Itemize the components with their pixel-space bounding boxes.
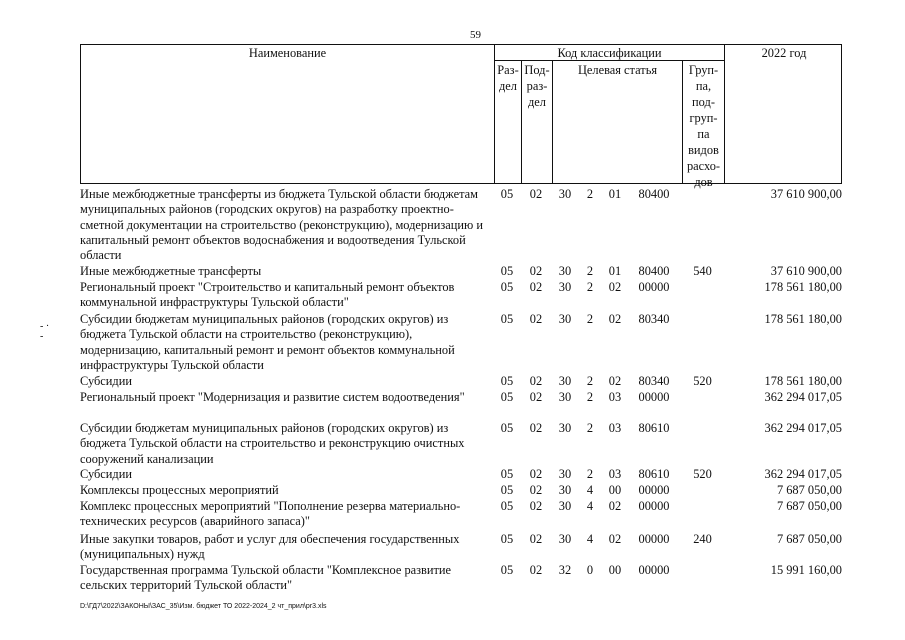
row-name: Иные закупки товаров, работ и услуг для обеспечения государственных (муниципальных) нужд — [80, 532, 460, 562]
row-subsection: 02 — [529, 421, 543, 435]
row-section: 05 — [500, 390, 514, 404]
row-name: Региональный проект "Строительство и капитальный ремонт объектов коммунальной инфраструктуры Тульской области" — [80, 280, 455, 310]
row-name: Иные межбюджетные трансферты из бюджета Тульской области бюджетам муниципальных районов (городских округов) на разработку проектно-сметной документации на строительство (реконструкцию), модернизацию и капитальный ремонт объектов водоснабжения и водоотведения Тульской области — [80, 187, 484, 263]
row-event: 00 — [608, 563, 622, 577]
row-amount: 362 294 017,05 — [764, 390, 842, 404]
row-event: 01 — [608, 187, 622, 201]
margin-marks: - · - — [40, 321, 50, 342]
row-subprogram: 0 — [586, 563, 594, 577]
row-amount: 37 610 900,00 — [770, 264, 842, 278]
row-event: 02 — [608, 312, 622, 326]
header-expense-group: Груп- па, под- груп- па видов расхо- дов — [686, 63, 721, 189]
row-subprogram: 2 — [586, 467, 594, 481]
row-name: Субсидии бюджетам муниципальных районов (городских округов) из бюджета Тульской области на строительство (реконструкцию), модернизацию, капитальный ремонт и ремонт объектов коммунальной инфраструктуры Тульской области — [80, 312, 455, 372]
row-direction: 00000 — [638, 563, 670, 577]
row-subprogram: 2 — [586, 280, 594, 294]
row-section: 05 — [500, 483, 514, 497]
row-event: 03 — [608, 390, 622, 404]
row-program: 30 — [558, 499, 572, 513]
row-event: 00 — [608, 483, 622, 497]
table-header — [80, 44, 842, 189]
row-subsection: 02 — [529, 312, 543, 326]
row-subprogram: 2 — [586, 374, 594, 388]
row-amount: 7 687 050,00 — [776, 499, 842, 513]
row-amount: 15 991 160,00 — [770, 563, 842, 577]
row-event: 03 — [608, 467, 622, 481]
row-subsection: 02 — [529, 467, 543, 481]
row-program: 30 — [558, 421, 572, 435]
row-program: 30 — [558, 264, 572, 278]
row-subprogram: 2 — [586, 421, 594, 435]
header-classification-code: Код классификации — [557, 46, 662, 60]
row-section: 05 — [500, 421, 514, 435]
row-expense-group: 240 — [693, 532, 712, 546]
header-name: Наименование — [248, 46, 327, 60]
row-direction: 80400 — [638, 187, 670, 201]
row-event: 03 — [608, 421, 622, 435]
row-direction: 80610 — [638, 467, 670, 481]
row-program: 30 — [558, 280, 572, 294]
row-subsection: 02 — [529, 187, 543, 201]
row-subprogram: 2 — [586, 187, 594, 201]
row-subsection: 02 — [529, 390, 543, 404]
row-program: 30 — [558, 374, 572, 388]
row-program: 30 — [558, 390, 572, 404]
header-target-article: Целевая статья — [577, 63, 658, 77]
row-section: 05 — [500, 499, 514, 513]
row-direction: 00000 — [638, 390, 670, 404]
row-amount: 362 294 017,05 — [764, 421, 842, 435]
row-section: 05 — [500, 563, 514, 577]
row-expense-group: 540 — [693, 264, 712, 278]
row-event: 02 — [608, 280, 622, 294]
row-event: 01 — [608, 264, 622, 278]
row-direction: 00000 — [638, 499, 670, 513]
row-amount: 7 687 050,00 — [776, 532, 842, 546]
row-expense-group: 520 — [693, 374, 712, 388]
header-subsection: Под- раз- дел — [524, 63, 550, 109]
row-section: 05 — [500, 280, 514, 294]
row-subsection: 02 — [529, 264, 543, 278]
row-subsection: 02 — [529, 563, 543, 577]
row-section: 05 — [500, 532, 514, 546]
row-program: 30 — [558, 467, 572, 481]
row-program: 32 — [558, 563, 572, 577]
row-subsection: 02 — [529, 499, 543, 513]
row-name: Субсидии бюджетам муниципальных районов (городских округов) из бюджета Тульской области на строительство и реконструкцию очистных сооружений канализации — [80, 421, 465, 466]
page-number: 59 — [470, 29, 481, 41]
row-name: Иные межбюджетные трансферты — [80, 264, 262, 278]
row-section: 05 — [500, 264, 514, 278]
row-name: Комплексы процессных мероприятий — [80, 483, 279, 497]
row-event: 02 — [608, 499, 622, 513]
row-event: 02 — [608, 374, 622, 388]
row-amount: 37 610 900,00 — [770, 187, 842, 201]
header-section: Раз- дел — [497, 63, 519, 93]
row-subprogram: 4 — [586, 499, 594, 513]
row-program: 30 — [558, 483, 572, 497]
row-amount: 178 561 180,00 — [764, 280, 842, 294]
row-subsection: 02 — [529, 280, 543, 294]
row-direction: 80610 — [638, 421, 670, 435]
row-program: 30 — [558, 187, 572, 201]
row-name: Государственная программа Тульской области "Комплексное развитие сельских территорий Тульской области" — [80, 563, 452, 593]
row-name: Субсидии — [80, 374, 132, 388]
row-expense-group: 520 — [693, 467, 712, 481]
row-name: Комплекс процессных мероприятий "Пополнение резерва материально-технических ресурсов (аварийного запаса)" — [80, 499, 461, 529]
row-amount: 178 561 180,00 — [764, 374, 842, 388]
row-subsection: 02 — [529, 532, 543, 546]
row-direction: 00000 — [638, 280, 670, 294]
row-subsection: 02 — [529, 483, 543, 497]
row-name: Субсидии — [80, 467, 132, 481]
row-program: 30 — [558, 532, 572, 546]
row-event: 02 — [608, 532, 622, 546]
header-year: 2022 год — [761, 46, 807, 60]
row-direction: 00000 — [638, 532, 670, 546]
row-section: 05 — [500, 187, 514, 201]
row-direction: 80340 — [638, 374, 670, 388]
row-subprogram: 2 — [586, 312, 594, 326]
row-subprogram: 2 — [586, 390, 594, 404]
row-subprogram: 4 — [586, 483, 594, 497]
row-name: Региональный проект "Модернизация и развитие систем водоотведения" — [80, 390, 465, 404]
row-program: 30 — [558, 312, 572, 326]
row-subsection: 02 — [529, 374, 543, 388]
row-amount: 178 561 180,00 — [764, 312, 842, 326]
row-subprogram: 4 — [586, 532, 594, 546]
row-section: 05 — [500, 467, 514, 481]
row-section: 05 — [500, 312, 514, 326]
row-section: 05 — [500, 374, 514, 388]
row-subprogram: 2 — [586, 264, 594, 278]
row-direction: 80400 — [638, 264, 670, 278]
row-amount: 362 294 017,05 — [764, 467, 842, 481]
row-direction: 00000 — [638, 483, 670, 497]
row-amount: 7 687 050,00 — [776, 483, 842, 497]
footer-file-path: D:\ГД7\2022\ЗАКОНЫ\ЗАС_35\Изм. бюджет ТО 2022-2024_2 чт_прил\pr3.xls — [80, 603, 327, 610]
row-direction: 80340 — [638, 312, 670, 326]
